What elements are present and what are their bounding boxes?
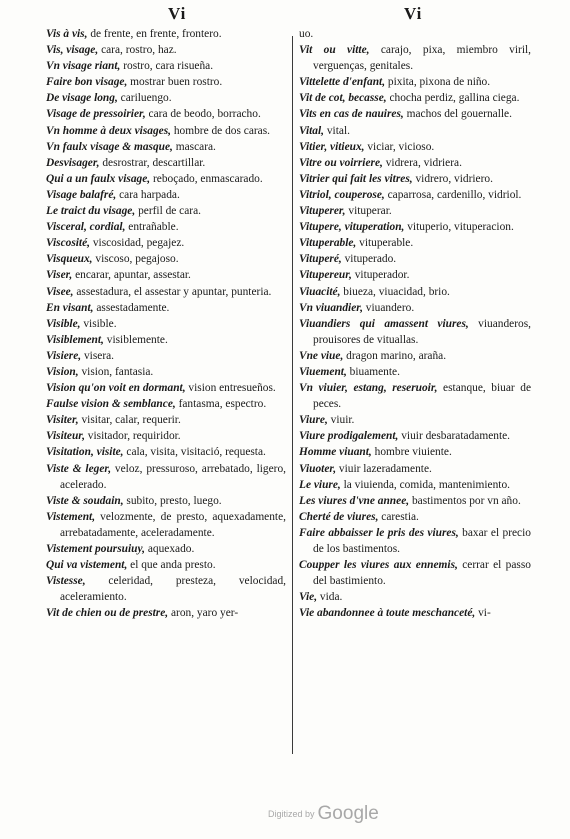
entry-headword: Visage de pressoirier, (46, 108, 146, 121)
entry-headword: Vitrier qui fait les vitres, (299, 172, 413, 185)
entry-headword: Vits en cas de nauires, (299, 108, 404, 121)
entry-headword: En visant, (46, 301, 94, 314)
dictionary-entry (46, 90, 286, 106)
entry-definition: vituperar. (345, 205, 392, 218)
dictionary-entry (46, 461, 286, 493)
entry-definition: viuir desbaratadamente. (398, 430, 511, 443)
entry-headword: Vittelette d'enfant, (299, 76, 386, 89)
entry-headword: Faulse vision & semblance, (46, 398, 176, 411)
entry-definition: reboçado, enmascarado. (150, 172, 263, 185)
entry-definition: celeridad, presteza, velocidad, aceleramiento. (60, 575, 286, 604)
digitized-label: Digitized by (268, 809, 315, 819)
entry-definition: vituperado. (341, 253, 397, 266)
entry-headword: Vision, (46, 365, 79, 378)
entry-definition: cara harpada. (116, 188, 180, 201)
entry-definition: caparrosa, cardenillo, vidriol. (384, 188, 522, 201)
entry-definition: veloz, pressuroso, arrebatado, ligero, acelerado. (60, 462, 286, 491)
entry-definition: encarar, apuntar, assestar. (72, 269, 191, 282)
entry-headword: Viste & leger, (46, 462, 112, 475)
dictionary-entry (299, 284, 531, 300)
dictionary-entry (46, 444, 286, 460)
dictionary-entry (46, 316, 286, 332)
dictionary-entry (299, 605, 531, 621)
entry-definition: fantasma, espectro. (175, 398, 267, 411)
dictionary-entry (46, 235, 286, 251)
entry-definition: baxar el precio de los bastimentos. (313, 526, 531, 555)
entry-headword: Vit de cot, becasse, (299, 92, 387, 105)
dictionary-entry (299, 123, 531, 139)
entry-headword: Vitupere, vituperation, (299, 221, 405, 234)
entry-definition: desrostrar, descartillar. (99, 156, 206, 169)
entry-headword: Visage balafré, (46, 188, 117, 201)
entry-definition: subito, presto, luego. (123, 494, 222, 507)
dictionary-entry (46, 123, 286, 139)
entry-definition: aron, yaro yer- (168, 607, 239, 620)
entry-headword: Viuandiers qui amassent viures, (299, 317, 469, 330)
entry-definition: uo. (299, 28, 314, 40)
dictionary-entry (299, 42, 531, 74)
entry-headword: Visiter, (46, 414, 79, 427)
dictionary-entry (46, 219, 286, 235)
entry-headword: Vitre ou voirriere, (299, 156, 383, 169)
entry-definition: cala, visita, visitació, requesta. (123, 446, 266, 459)
entry-headword: Vistesse, (46, 575, 86, 588)
entry-definition: vituperio, vituperacion. (404, 221, 514, 234)
entry-headword: Viser, (46, 269, 73, 282)
entry-definition: visitador, requiridor. (84, 430, 181, 443)
entry-headword: Vistement poursuiuy, (46, 543, 145, 555)
dictionary-entry (46, 58, 286, 74)
entry-headword: Visiere, (46, 349, 82, 362)
entry-definition: cerrar el passo del bastimiento. (313, 559, 531, 588)
entry-headword: Vn homme à deux visages, (46, 124, 171, 137)
entry-definition: assestadamente. (93, 301, 170, 314)
entry-headword: Les viures d'vne annee, (299, 494, 410, 507)
entry-headword: Vne viue, (299, 349, 344, 362)
entry-headword: Le viure, (299, 478, 341, 491)
entry-headword: Viure, (299, 414, 328, 427)
entry-definition: visible. (80, 317, 117, 330)
entry-definition: vidrero, vidriero. (412, 172, 493, 185)
dictionary-entry (46, 605, 286, 621)
entry-headword: Vit ou vitte, (299, 44, 370, 57)
entry-definition: bastimentos por vn año. (409, 494, 521, 507)
entry-definition: rostro, cara risueña. (120, 60, 214, 73)
dictionary-entry (46, 348, 286, 364)
dictionary-entry (299, 171, 531, 187)
entry-definition: pixita, pixona de niño. (385, 76, 491, 89)
dictionary-entry (46, 573, 286, 605)
dictionary-entry (46, 251, 286, 267)
dictionary-entry (46, 428, 286, 444)
left-column (46, 26, 286, 621)
entry-headword: Vision qu'on voit en dormant, (46, 382, 186, 395)
entry-definition: entrañable. (125, 221, 179, 234)
dictionary-entry (46, 171, 286, 187)
entry-definition: vidrera, vidriera. (382, 156, 462, 169)
entry-headword: Vn faulx visage & masque, (46, 140, 173, 153)
entry-definition: machos del gouernalle. (403, 108, 512, 121)
dictionary-entry (46, 74, 286, 90)
entry-definition: dragon marino, araña. (343, 349, 447, 362)
entry-definition: viuandero. (362, 301, 415, 314)
entry-headword: Vn viuier, estang, reseruoir, (299, 382, 438, 395)
dictionary-entry (46, 493, 286, 509)
entry-headword: Visiblement, (46, 333, 104, 346)
entry-headword: Homme viuant, (299, 446, 372, 459)
dictionary-entry (46, 284, 286, 300)
entry-headword: Faire abbaisser le pris des viures, (299, 526, 459, 539)
entry-headword: Visitation, visite, (46, 446, 124, 459)
dictionary-entry (299, 300, 531, 316)
dictionary-entry (299, 26, 531, 42)
entry-definition: velozmente, de presto, aquexadamente, arrebatadamente, aceleradamente. (60, 510, 286, 539)
dictionary-entry (299, 90, 531, 106)
dictionary-entry (46, 412, 286, 428)
dictionary-entry (299, 219, 531, 235)
dictionary-entry (299, 428, 531, 444)
dictionary-entry (299, 235, 531, 251)
entry-definition: viuir lazeradamente. (336, 462, 432, 475)
dictionary-entry (46, 155, 286, 171)
entry-headword: Vit de chien ou de prestre, (46, 607, 169, 620)
entry-definition: vituperable. (356, 237, 414, 250)
dictionary-entry (46, 332, 286, 348)
entry-headword: Visible, (46, 317, 81, 330)
entry-headword: Visiteur, (46, 430, 85, 443)
entry-headword: Vn visage riant, (46, 60, 121, 73)
dictionary-entry (46, 300, 286, 316)
entry-definition: biueza, viuacidad, brio. (340, 285, 450, 298)
entry-headword: Le traict du visage, (46, 205, 136, 218)
entry-headword: Vn viuandier, (299, 301, 363, 314)
entry-definition: viciar, vicioso. (364, 140, 435, 153)
entry-headword: Visceral, cordial, (46, 221, 126, 234)
entry-definition: viuanderos, prouisores de vituallas. (313, 317, 531, 346)
dictionary-entry (46, 267, 286, 283)
entry-definition: vida. (317, 591, 343, 604)
entry-definition: visera. (81, 349, 115, 362)
entry-definition: de frente, en frente, frontero. (87, 28, 222, 40)
dictionary-entry (46, 364, 286, 380)
dictionary-entry (299, 444, 531, 460)
dictionary-entry (299, 74, 531, 90)
entry-headword: Desvisager, (46, 156, 100, 169)
dictionary-entry (46, 509, 286, 541)
entry-headword: Visee, (46, 285, 74, 298)
entry-definition: cara, rostro, haz. (98, 44, 177, 57)
entry-definition: viscoso, pegajoso. (92, 253, 179, 266)
entry-definition: assestadura, el assestar y apuntar, punteria. (73, 285, 272, 298)
dictionary-entry (299, 557, 531, 589)
entry-definition: visiblemente. (103, 333, 168, 346)
dictionary-entry (299, 364, 531, 380)
entry-headword: Viuacité, (299, 285, 341, 298)
dictionary-entry (299, 461, 531, 477)
entry-headword: Vitupereur, (299, 269, 352, 282)
dictionary-entry (299, 155, 531, 171)
entry-definition: hombre de dos caras. (171, 124, 271, 137)
dictionary-entry (46, 139, 286, 155)
entry-definition: viuir. (327, 414, 355, 427)
dictionary-entry (299, 316, 531, 348)
entry-headword: Viscosité, (46, 237, 90, 250)
entry-definition: la viuienda, comida, mantenimiento. (340, 478, 510, 491)
entry-definition: el que anda presto. (127, 559, 216, 572)
dictionary-entry (299, 380, 531, 412)
dictionary-entry (299, 203, 531, 219)
entry-headword: Vie abandonnee à toute meschanceté, (299, 607, 476, 620)
entry-definition: viscosidad, pegajez. (89, 237, 185, 250)
dictionary-entry (299, 187, 531, 203)
entry-headword: Cherté de viures, (299, 510, 379, 523)
entry-headword: Faire bon visage, (46, 76, 128, 89)
dictionary-entry (299, 412, 531, 428)
entry-definition: perfil de cara. (135, 205, 201, 218)
left-running-head: Vi (168, 4, 187, 23)
dictionary-entry (46, 557, 286, 573)
entry-headword: Qui va vistement, (46, 559, 128, 572)
dictionary-entry (299, 589, 531, 605)
entry-definition: cariluengo. (117, 92, 172, 105)
entry-definition: biuamente. (346, 365, 400, 378)
entry-headword: Viuoter, (299, 462, 337, 475)
right-column (299, 26, 531, 621)
entry-definition: aquexado. (144, 543, 195, 555)
entry-definition: vision, fantasia. (78, 365, 154, 378)
dictionary-entry (46, 396, 286, 412)
entry-headword: Visqueux, (46, 253, 93, 266)
entry-headword: Vituperable, (299, 237, 357, 250)
dictionary-entry (299, 348, 531, 364)
entry-definition: vital. (324, 124, 350, 137)
entry-definition: carajo, pixa, miembro viril, verguenças, genitales. (313, 44, 531, 73)
dictionary-entry (46, 26, 286, 42)
dictionary-entry (299, 106, 531, 122)
entry-headword: Vituperer, (299, 205, 346, 218)
entry-definition: mostrar buen rostro. (127, 76, 223, 89)
dictionary-entry (46, 541, 286, 557)
dictionary-entry (46, 203, 286, 219)
entry-definition: cara de beodo, borracho. (145, 108, 261, 121)
entry-definition: vision entresueños. (185, 382, 276, 395)
dictionary-entry (299, 493, 531, 509)
entry-definition: vituperador. (351, 269, 410, 282)
entry-definition: chocha perdiz, gallina ciega. (386, 92, 520, 105)
dictionary-entry (46, 380, 286, 396)
entry-definition: carestia. (378, 510, 419, 523)
entry-definition: estanque, biuar de peces. (313, 382, 531, 411)
entry-headword: Vistement, (46, 510, 96, 523)
dictionary-entry (299, 525, 531, 557)
entry-headword: Vitier, vitieux, (299, 140, 365, 153)
entry-headword: Vis à vis, (46, 28, 88, 40)
dictionary-entry (46, 42, 286, 58)
dictionary-entry (46, 106, 286, 122)
entry-headword: Vitriol, couperose, (299, 188, 385, 201)
dictionary-entry (299, 139, 531, 155)
dictionary-entry (299, 267, 531, 283)
entry-definition: mascara. (172, 140, 216, 153)
dictionary-entry (299, 251, 531, 267)
entry-definition: visitar, calar, requerir. (78, 414, 181, 427)
entry-headword: Viure prodigalement, (299, 430, 399, 443)
dictionary-entry (299, 509, 531, 525)
entry-headword: Coupper les viures aux ennemis, (299, 559, 458, 572)
entry-headword: Vis, visage, (46, 44, 99, 57)
dictionary-entry (299, 477, 531, 493)
entry-headword: De visage long, (46, 92, 118, 105)
google-logo: Google (317, 803, 379, 824)
entry-headword: Viuement, (299, 365, 347, 378)
right-running-head: Vi (404, 4, 423, 23)
entry-definition: hombre viuiente. (371, 446, 452, 459)
entry-headword: Viste & soudain, (46, 494, 124, 507)
entry-headword: Vital, (299, 124, 325, 137)
entry-headword: Qui a un faulx visage, (46, 172, 151, 185)
entry-definition: vi- (475, 607, 491, 620)
column-divider (292, 36, 293, 754)
digitized-watermark (268, 803, 379, 825)
dictionary-entry (46, 187, 286, 203)
entry-headword: Vituperé, (299, 253, 342, 266)
entry-headword: Vie, (299, 591, 318, 604)
